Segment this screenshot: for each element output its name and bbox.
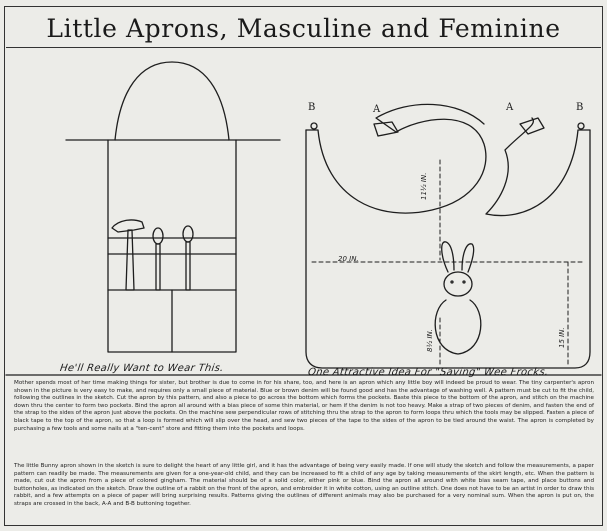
dimension-lines [312, 160, 584, 366]
left-strap [306, 104, 486, 213]
apron-neck-loop [115, 62, 229, 140]
label-height-11: 11½ IN. [420, 172, 428, 200]
strap-end-a-left [374, 122, 398, 136]
article-paragraph-1: Mother spends most of her time making things for sister, but brother is due to come in for his share, too, and here is an apron which any little boy will indeed be proud to wear. The tiny carpenter's apron shown in the picture is very easy to make, and requires only a small piece of material. Blue or brown denim will be found good and has the advantage of washing well. A pattern must be cut to fit the child, following the outlines in the sketch. Cut the apron by this pattern, and also a piece to go across the bottom which forms the pockets. Baste this piece to the bottom of the apron, and stitch on the machine down thru the center to form two pockets. Bind the apron all around with a bias piece of some thin material, or hem if the denim is not too heavy. Make a strap of two pieces of denim, and fasten the end of the strap to the sides of the apron just above the pockets. On the machine sew perpendicular rows of stitching thru the strap to the apron to form loops thru which the tools may be slipped. Fasten a piece of black tape to the top of the apron, so that a loop is formed which will slip over the head, and sew two pieces of the tape to the sides of the apron to be tied around the waist. The apron is completed by purchasing a few tools and some nails at a "ten-cent" store and fitting them into the pockets and loops. [14, 380, 594, 432]
right-strap [486, 118, 590, 216]
label-a-left: A [373, 104, 381, 115]
label-height-15: 15 IN. [558, 327, 566, 348]
label-height-8: 8½ IN. [426, 329, 434, 352]
screwdriver-icon [153, 228, 163, 290]
article-paragraph-2: The little Bunny apron shown in the sketch is sure to delight the heart of any little girl, and it has the advantage of being very easily made. If one will study the sketch and follow the measurements, a paper pattern can readily be made. The measurements are given for a one-year-old child, and they can be increased to fit a child of any age by taking measurements of the skirt length, etc. When the pattern is made, cut out the apron from a piece of colored gingham. The material should be of a solid color, either pink or blue. Bind the apron all around with white bias seam tape, and place buttons and buttonholes, as indicated on the sketch. Draw the outline of a rabbit on the front of the apron, and embroider it in white cotton, using an outline stitch. One does not have to be an artist in order to draw this rabbit, and a few attempts on a piece of paper will bring surprising results. Patterns giving the outlines of different animals may also be purchased for a very nominal sum. When the apron is put on, the straps are crossed in the back, A-A and B-B buttoning together. [14, 463, 594, 507]
caption-carpenter-apron: He'll Really Want to Wear This. [59, 363, 225, 374]
strap-end-a-right [520, 118, 544, 134]
hammer-icon [112, 220, 144, 290]
page-title: Little Aprons, Masculine and Feminine [6, 10, 601, 48]
file-tool-icon [183, 226, 193, 290]
bunny-icon [435, 242, 481, 354]
caption-bunny-apron: One Attractive Idea For "Saving" Wee Frocks. [307, 367, 550, 378]
label-a-right: A [506, 102, 514, 113]
bunny-apron-figure [306, 104, 590, 368]
label-b-left: B [308, 102, 316, 113]
label-b-right: B [576, 102, 584, 113]
label-width: 20 IN. [338, 255, 359, 263]
carpenter-apron-figure [66, 62, 280, 352]
bunny-apron-body [306, 130, 590, 368]
button-b-right [578, 123, 584, 129]
button-b-left [311, 123, 317, 129]
